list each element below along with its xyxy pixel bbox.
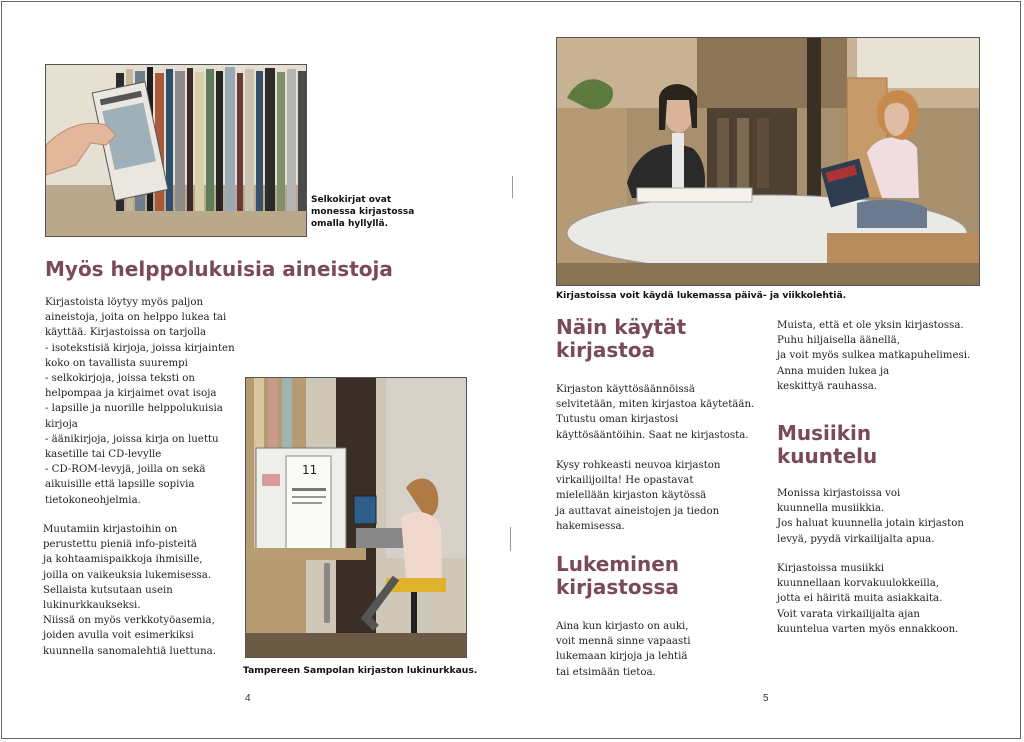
quiet-reminder-paragraph (777, 318, 987, 394)
newspaper-reading-photo (556, 37, 980, 286)
using-library-paragraph-2-text: Kysy rohkeasti neuvoa kirjaston virkailijoilta! He opastavat mielellään kirjaston käytössä ja auttavat aineistojen ja tiedon hakemisessa. (556, 460, 721, 532)
left-heading: Myös helppolukuisia aineistoja (45, 257, 393, 281)
newspaper-reading-photo-caption: Kirjastoissa voit käydä lukemassa päivä- ja viikkolehtiä. (556, 290, 847, 301)
reading-in-library-paragraph (556, 619, 766, 680)
left-paragraph-1 (45, 295, 245, 508)
door-sign-number: 11 (302, 463, 318, 477)
reading-corner-photo (245, 377, 467, 658)
page-number-left: 4 (245, 693, 251, 704)
music-listening-paragraph-2-text: Kirjastoissa musiikki kuunnellaan korvakuulokkeilla, jotta ei häiritä muita asiakkaita. Voit varata virkailijalta ajan kuuntelua varten myös ennakkoon. (777, 563, 959, 635)
music-listening-paragraph-1-text: Monissa kirjastoissa voi kuunnella musiikkia. Jos haluat kuunnella jotain kirjaston levyä, pyydä virkailijalta apua. (777, 488, 964, 545)
section-heading-using-library: Näin käytät kirjastoa (556, 315, 687, 362)
reading-corner-photo-caption: Tampereen Sampolan kirjaston lukinurkkaus. (243, 665, 478, 676)
page-number-right: 5 (763, 693, 769, 704)
section-heading-reading-in-library: Lukeminen kirjastossa (556, 552, 680, 599)
left-paragraph-2-text: Muutamiin kirjastoihin on perustettu pieniä info-pisteitä ja kohtaamispaikkoja ihmisille, joilla on vaikeuksia lukemisessa. Sellaista kutsutaan usein lukinurkkaukseksi. Niissä on myös verkkotyöasemia, joiden avulla voit esimerkiksi kuunnella sanomalehtiä luettuna. (43, 524, 216, 657)
using-library-paragraph-1 (556, 382, 766, 443)
music-listening-paragraph-1 (777, 486, 987, 547)
using-library-paragraph-1-text: Kirjaston käyttösäännöissä selvitetään, miten kirjastoa käytetään. Tutustu oman kirjastosi käyttösääntöihin. Saat ne kirjastosta. (556, 384, 755, 441)
quiet-reminder-paragraph-text: Muista, että et ole yksin kirjastossa. Puhu hiljaisella äänellä, ja voit myös sulkea matkapuhelimesi. Anna muiden lukea ja keskittyä rauhassa. (777, 320, 971, 392)
left-paragraph-1-text: Kirjastoista löytyy myös paljon aineistoja, joita on helppo lukea tai käyttää. Kirjastoissa on tarjolla - isotekstisiä kirjoja, joissa kirjainten koko on tavallista suurempi - selkokirjoja, joissa teksti on helpompaa ja kirjaimet ovat isoja - lapsille ja nuorille helppolukuisia kirjoja - äänikirjoja, joissa kirja on luettu kasetille tai CD-levylle - CD-ROM-levyjä, joilla on sekä aikuisille että lapsille sopivia tietokoneohjelmia. (45, 297, 235, 506)
gutter-mark-bottom (510, 527, 511, 551)
reading-in-library-paragraph-text: Aina kun kirjasto on auki, voit mennä sinne vapaasti lukemaan kirjoja ja lehtiä tai etsimään tietoa. (556, 621, 691, 678)
bookshelf-photo (45, 64, 307, 237)
bookshelf-photo-caption: Selkokirjat ovat monessa kirjastossa omalla hyllyllä. (311, 195, 415, 229)
music-listening-paragraph-2 (777, 561, 987, 637)
section-heading-music-listening: Musiikin kuuntelu (777, 421, 878, 468)
using-library-paragraph-2 (556, 458, 766, 534)
left-paragraph-2 (43, 522, 243, 659)
gutter-mark-top (512, 176, 513, 198)
